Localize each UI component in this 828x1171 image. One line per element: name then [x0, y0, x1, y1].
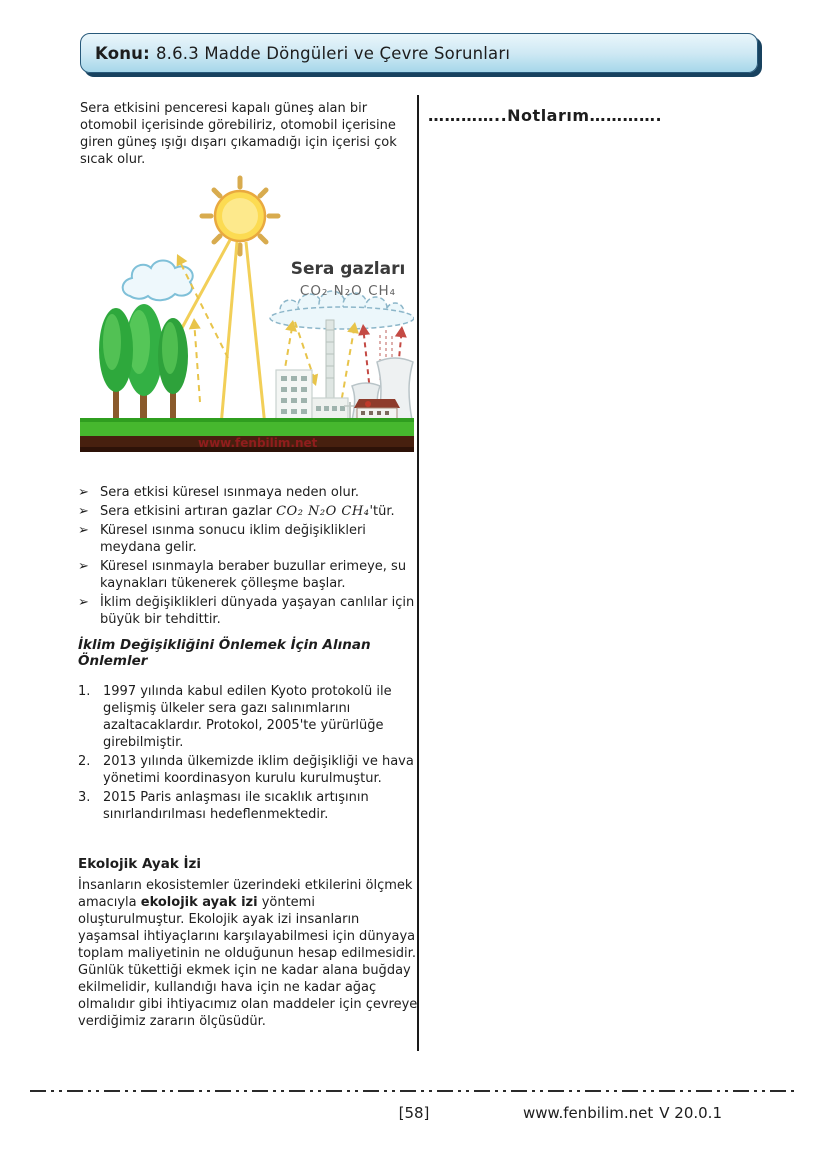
bullet-text: Küresel ısınmayla beraber buzullar erimeye, su kaynakları tükenerek çölleşme başlar.	[100, 559, 407, 591]
site-url: www.fenbilim.net	[523, 1104, 654, 1122]
list-item	[78, 503, 423, 520]
trees	[99, 304, 188, 426]
list-number: 1.	[78, 684, 91, 699]
gases-formula: CO₂ N₂O CH₄	[299, 283, 397, 299]
eco-footprint-term: ekolojik ayak izi	[140, 895, 258, 910]
measures-list	[78, 683, 425, 825]
list-item	[78, 594, 423, 628]
soil	[80, 436, 414, 452]
list-item	[78, 683, 425, 751]
up-arrowhead	[188, 318, 201, 330]
power-plant	[352, 358, 413, 420]
footer-divider-line	[0, 1088, 828, 1094]
list-number: 2.	[78, 754, 91, 769]
sun-icon	[202, 178, 278, 254]
page-number: [58]	[398, 1104, 430, 1122]
eco-footprint-paragraph-2: Günlük tükettiği ekmek için ne kadar alana buğday ekilmelidir, kullandığı hava için ne kadar ağaç olmalıdır gibi ihtiyacımız olan maddeler için çevreye verdiğimiz zararın ölçüsüdür.	[78, 963, 418, 1029]
measure-text: 2015 Paris anlaşması ile sıcaklık artışının sınırlandırılması hedeflenmektedir.	[103, 790, 369, 822]
footer-site	[517, 1104, 722, 1122]
version-label: V 20.0.1	[659, 1104, 722, 1122]
notes-title: …………..Notlarım………….	[428, 106, 663, 125]
factory	[276, 320, 356, 420]
chemical-formula: CO₂ N₂O CH₄	[276, 504, 370, 519]
grass	[80, 418, 414, 436]
list-item	[78, 558, 423, 592]
arrow-bullet-icon: ➢	[78, 485, 89, 500]
bullet-list	[78, 484, 423, 630]
eco-footprint-heading: Ekolojik Ayak İzi	[78, 856, 202, 872]
measure-text: 1997 yılında kabul edilen Kyoto protokolü ile gelişmiş ülkeler sera gazı salınımlarını azaltacaklardır. Protokol, 2005'te yürürlüğe girebilmiştir.	[103, 684, 392, 750]
intro-paragraph: Sera etkisini penceresi kapalı güneş alan bir otomobil içerisinde görebiliriz, otomobil içerisine giren güneş ışığı dışarı çıkamadığı için içerisi çok sıcak olur.	[80, 101, 397, 167]
up-arrowhead	[395, 325, 408, 337]
topic-title: 8.6.3 Madde Döngüleri ve Çevre Sorunları	[155, 43, 511, 63]
list-item	[78, 753, 425, 787]
measures-heading: İklim Değişikliğini Önlemek İçin Alınan Önlemler	[78, 637, 371, 669]
topic-label: Konu:	[95, 43, 150, 63]
list-item	[78, 484, 423, 501]
arrow-bullet-icon: ➢	[78, 595, 89, 610]
eco-footprint-paragraph-1: İnsanların ekosistemler üzerindeki etkilerini ölçmek amacıyla ekolojik ayak izi yöntemi oluşturulmuştur. Ekolojik ayak izi insanların yaşamsal ihtiyaçlarını karşılayabilmesi için dünyaya toplam maliyetinin ne olduğunun hesap edilmesidir.	[78, 878, 416, 961]
bullet-text: Sera etkisi küresel ısınmaya neden olur.	[100, 485, 359, 500]
list-number: 3.	[78, 790, 91, 805]
gases-title: Sera gazları	[290, 259, 406, 279]
list-item	[78, 522, 423, 556]
arrow-bullet-icon: ➢	[78, 504, 89, 519]
arrow-bullet-icon: ➢	[78, 559, 89, 574]
topic-banner	[80, 33, 758, 73]
list-item	[78, 789, 425, 823]
arrow-bullet-icon: ➢	[78, 523, 89, 538]
bullet-text: Sera etkisini artıran gazlar CO₂ N₂O CH₄'tür.	[100, 504, 395, 519]
bullet-text: Küresel ısınma sonucu iklim değişiklikleri meydana gelir.	[100, 523, 366, 555]
illustration-watermark: www.fenbilim.net	[198, 436, 318, 450]
greenhouse-effect-illustration	[80, 170, 414, 452]
measure-text: 2013 yılında ülkemizde iklim değişikliği ve hava yönetimi koordinasyon kurulu kurulmuştur.	[103, 754, 414, 786]
bullet-text: İklim değişiklikleri dünyada yaşayan canlılar için büyük bir tehdittir.	[100, 595, 415, 627]
